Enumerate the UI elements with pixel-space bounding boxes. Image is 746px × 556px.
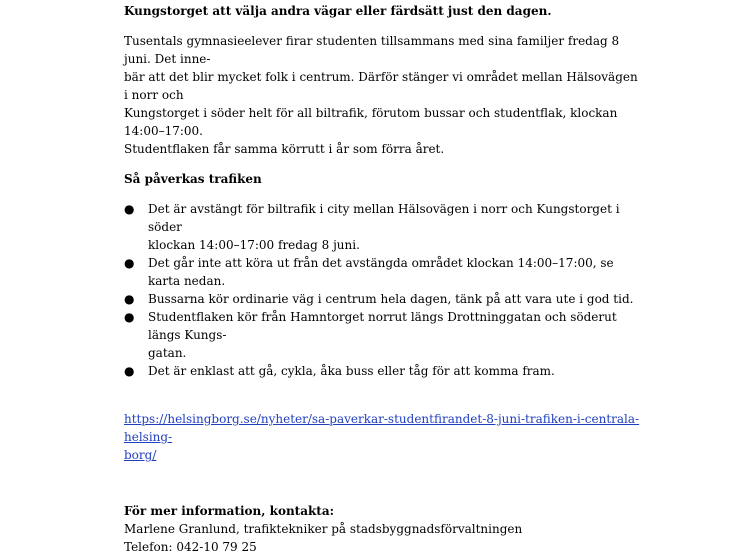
news-link-line[interactable]: borg/ [124, 448, 157, 462]
lead-paragraph: Kungstorget att välja andra vägar eller färdsätt just den dagen. [124, 4, 552, 18]
bullet-icon: ● [124, 292, 135, 306]
bullet-line: Studentflaken kör från Hamntorget norrut längs Drottninggatan och söderut längs Kungs- [148, 310, 617, 342]
bullet-item [124, 254, 644, 290]
news-link[interactable] [124, 410, 644, 464]
bullet-icon: ● [124, 364, 135, 378]
bullet-item [124, 308, 644, 362]
bullet-line: Bussarna kör ordinarie väg i centrum hela dagen, tänk på att vara ute i god tid. [148, 292, 634, 306]
bullet-icon: ● [124, 202, 135, 216]
bullet-line: Det är enklast att gå, cykla, åka buss eller tåg för att komma fram. [148, 364, 555, 378]
bullet-line: klockan 14:00–17:00 fredag 8 juni. [148, 238, 360, 252]
traffic-bullet-list [124, 200, 644, 380]
intro-line: bär att det blir mycket folk i centrum. Därför stänger vi området mellan Hälsovägen i norr och [124, 70, 638, 102]
contact-phone: Telefon: 042-10 79 25 [124, 540, 257, 554]
intro-line: Kungstorget i söder helt för all biltrafik, förutom bussar och studentflak, klockan 14:00–17:00. [124, 106, 618, 138]
contact-heading: För mer information, kontakta: [124, 504, 335, 518]
bullet-item [124, 290, 644, 308]
bullet-icon: ● [124, 310, 135, 324]
news-link-line[interactable]: https://helsingborg.se/nyheter/sa-paverkar-studentfirandet-8-juni-trafiken-i-centrala-helsing- [124, 412, 640, 444]
document-content [124, 2, 644, 556]
section-heading: Så påverkas trafiken [124, 172, 262, 186]
bullet-item [124, 362, 644, 380]
intro-paragraph [124, 32, 644, 158]
bullet-line: Det går inte att köra ut från det avstängda området klockan 14:00–17:00, se karta nedan. [148, 256, 614, 288]
bullet-line: gatan. [148, 346, 187, 360]
bullet-item [124, 200, 644, 254]
contact-name: Marlene Granlund, trafiktekniker på stadsbyggnadsförvaltningen [124, 522, 523, 536]
bullet-line: Det är avstängt för biltrafik i city mellan Hälsovägen i norr och Kungstorget i söder [148, 202, 620, 234]
contact-block [124, 502, 644, 556]
intro-line: Studentflaken får samma körrutt i år som förra året. [124, 142, 445, 156]
bullet-icon: ● [124, 256, 135, 270]
intro-line: Tusentals gymnasieelever firar studenten tillsammans med sina familjer fredag 8 juni. Det inne- [124, 34, 620, 66]
